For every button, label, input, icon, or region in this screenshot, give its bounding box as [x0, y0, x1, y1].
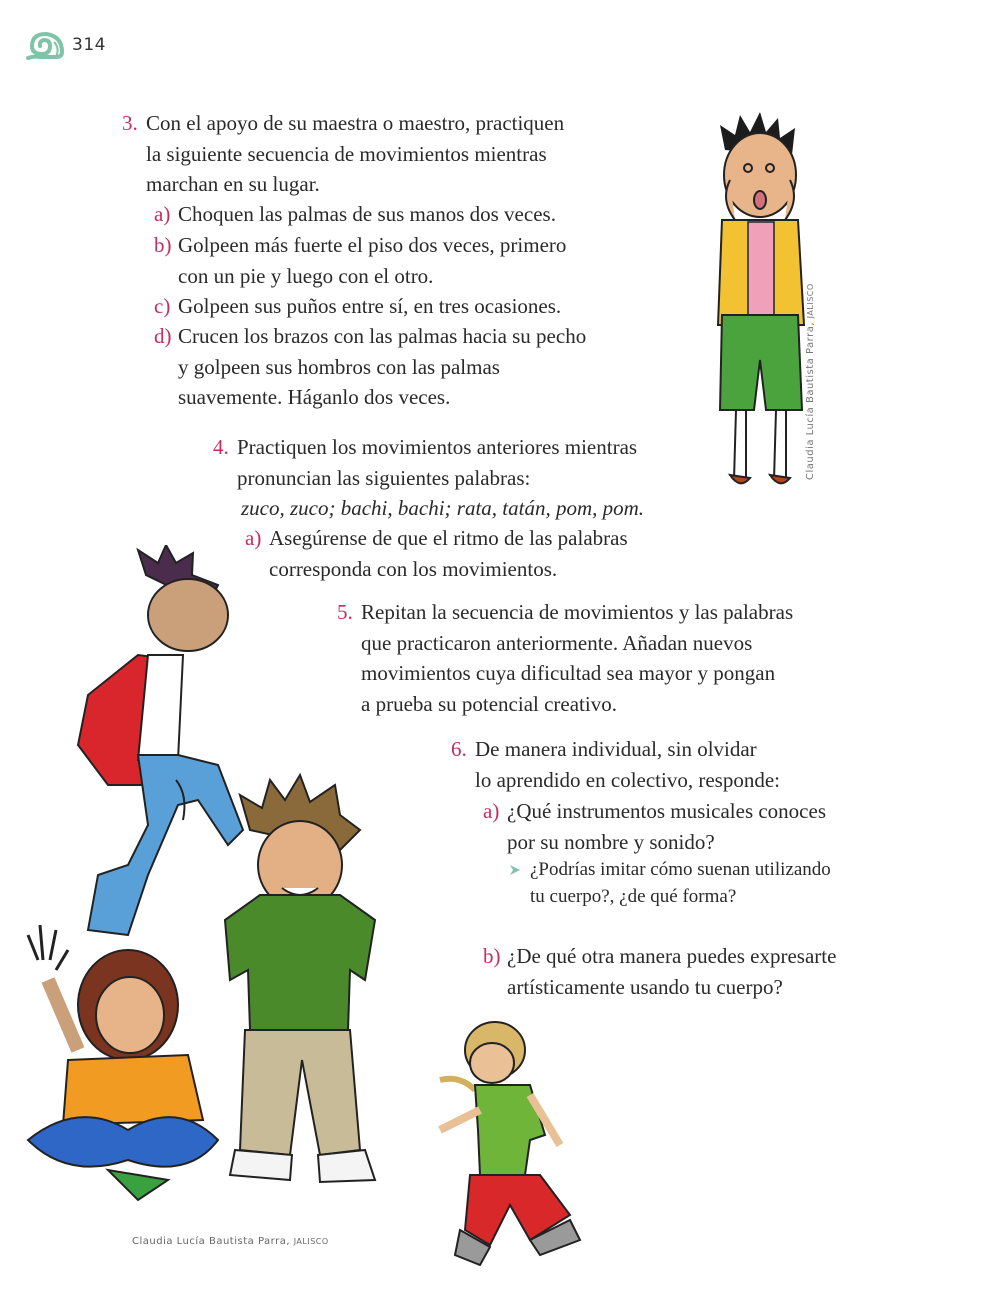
- credit-name: Claudia Lucía Bautista Parra,: [132, 1236, 294, 1247]
- item-letter: a): [154, 202, 171, 226]
- text-line: a prueba su potencial creativo.: [361, 691, 617, 716]
- question-3b: [154, 230, 566, 291]
- text-line: ¿De qué otra manera puedes expresarte: [507, 944, 837, 968]
- text-line: Crucen los brazos con las palmas hacia su pecho: [178, 324, 587, 348]
- text-line: Golpeen sus puños entre sí, en tres ocasiones.: [178, 294, 562, 318]
- item-letter: b): [483, 944, 501, 968]
- question-number: 5.: [337, 600, 353, 624]
- snail-icon: [26, 30, 64, 60]
- text-line: pronuncian las siguientes palabras:: [237, 465, 531, 490]
- page-header: [26, 30, 106, 60]
- item-letter: a): [483, 799, 500, 823]
- question-5: [337, 597, 793, 719]
- question-6a: [483, 796, 826, 857]
- question-6: [451, 734, 780, 795]
- text-line: movimientos cuya dificultad sea mayor y pongan: [361, 661, 776, 685]
- bullet-arrow-icon: [508, 863, 522, 877]
- item-letter: b): [154, 233, 172, 257]
- text-line: por su nombre y sonido?: [507, 829, 715, 854]
- page-number: 314: [72, 35, 106, 55]
- illustration-credit-bottom: [132, 1236, 329, 1247]
- text-line: Practiquen los movimientos anteriores mientras: [237, 435, 638, 459]
- text-line: De manera individual, sin olvidar: [475, 737, 757, 761]
- text-line: Asegúrense de que el ritmo de las palabras: [269, 526, 628, 550]
- text-line: marchan en su lugar.: [146, 172, 320, 196]
- text-line: corresponda con los movimientos.: [269, 556, 558, 581]
- text-line: que practicaron anteriormente. Añadan nuevos: [361, 630, 753, 655]
- rhythm-words: zuco, zuco; bachi, bachi; rata, tatán, pom, pom.: [241, 496, 645, 520]
- credit-name: Claudia Lucía Bautista Parra,: [805, 318, 816, 480]
- item-letter: d): [154, 324, 172, 348]
- text-line: ¿Podrías imitar cómo suenan utilizando: [530, 859, 831, 880]
- question-4a: [245, 523, 628, 584]
- question-number: 3.: [122, 111, 138, 135]
- text-line: la siguiente secuencia de movimientos mientras: [146, 141, 547, 166]
- sitting-girl-illustration: [18, 920, 228, 1210]
- text-line: lo aprendido en colectivo, responde:: [475, 767, 780, 792]
- text-line: con un pie y luego con el otro.: [178, 263, 434, 288]
- question-3d: [154, 321, 586, 413]
- text-line: artísticamente usando tu cuerpo?: [507, 974, 783, 999]
- text-line: Repitan la secuencia de movimientos y las palabras: [361, 600, 794, 624]
- text-line: Choquen las palmas de sus manos dos veces.: [178, 202, 556, 226]
- question-4: [213, 432, 644, 524]
- text-line: suavemente. Háganlo dos veces.: [178, 385, 451, 409]
- dancing-girl-illustration: [430, 1015, 590, 1275]
- illustration-credit-vertical: [805, 283, 816, 480]
- text-line: y golpeen sus hombros con las palmas: [178, 354, 500, 379]
- question-number: 4.: [213, 435, 229, 459]
- credit-place: JALISCO: [293, 1237, 329, 1246]
- question-3c: [154, 291, 561, 322]
- text-line: tu cuerpo?, ¿de qué forma?: [530, 886, 737, 907]
- credit-place: JALISCO: [806, 283, 815, 319]
- dancing-boy-illustration: [200, 770, 390, 1210]
- item-letter: a): [245, 526, 262, 550]
- text-line: Con el apoyo de su maestra o maestro, practiquen: [146, 111, 565, 135]
- item-letter: c): [154, 294, 171, 318]
- surprised-boy-illustration: [700, 110, 820, 520]
- question-6a-bullet: [508, 856, 831, 910]
- text-line: Golpeen más fuerte el piso dos veces, primero: [178, 233, 567, 257]
- question-number: 6.: [451, 737, 467, 761]
- text-line: ¿Qué instrumentos musicales conoces: [507, 799, 826, 823]
- question-6b: [483, 941, 836, 1002]
- question-3: [122, 108, 564, 200]
- question-3a: [154, 199, 556, 230]
